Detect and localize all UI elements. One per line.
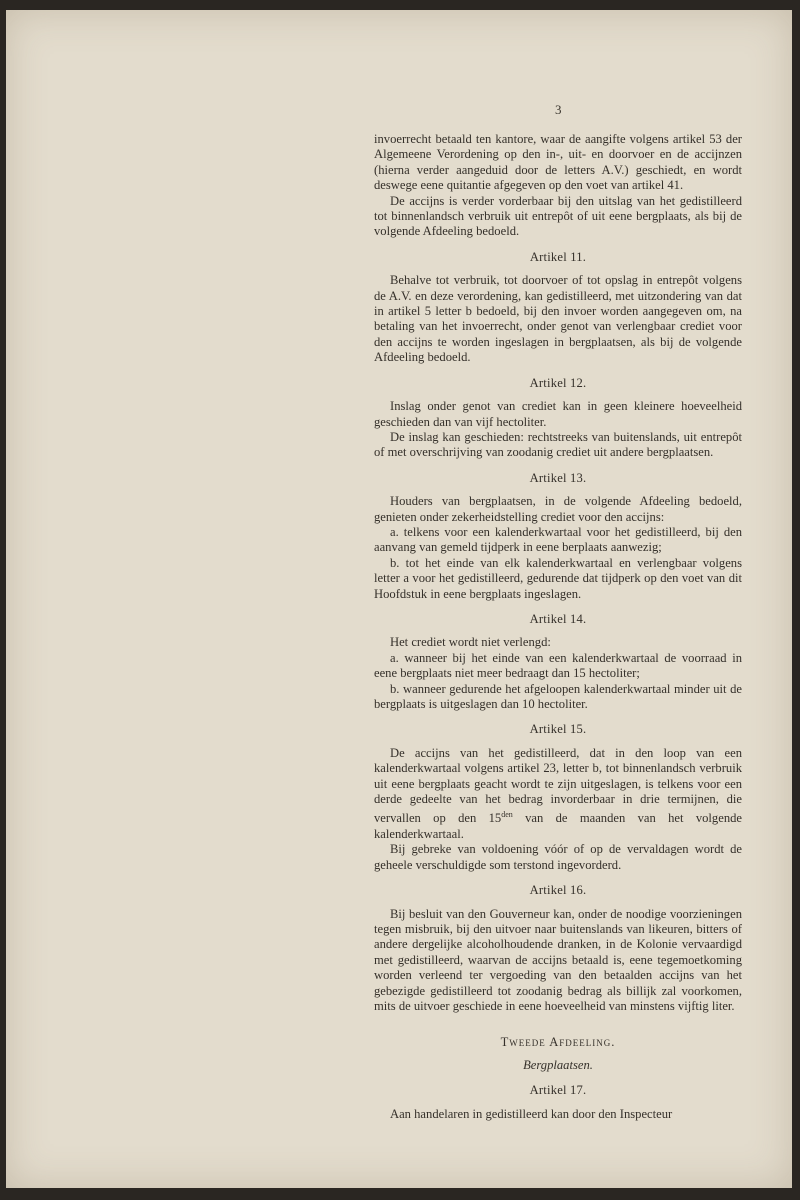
article-15-heading: Artikel 15.: [529, 722, 587, 737]
article-13-item-b: b. tot het einde van elk kalenderkwartaal en verlengbaar volgens letter a voor het gedistilleerd, gedurende dat tijdperk op den voet van dit Hoofdstuk in eene bergplaats ingeslagen.: [374, 555, 742, 601]
article-15-paragraph-2: Bij gebreke van voldoening vóór of op de vervaldagen wordt de geheele verschuldigde som terstond ingevorderd.: [374, 842, 742, 872]
article-15-superscript: den: [501, 810, 513, 820]
intro-paragraph-2: De accijns is verder vorderbaar bij den uitslag van het gedistilleerd tot binnenlandsch verbruik uit entrepôt of uit eene bergplaats, als bij de volgende Afdeeling bedoeld.: [374, 193, 742, 239]
article-15-paragraph-1: [374, 746, 742, 843]
article-12-paragraph-2: De inslag kan geschieden: rechtstreeks van buitenslands, uit entrepôt of met overschrijving van zoodanig crediet uit andere bergplaatsen.: [374, 429, 742, 460]
section-subtitle: Bergplaatsen.: [523, 1057, 593, 1072]
article-13-heading: Artikel 13.: [529, 470, 587, 485]
article-16-paragraph-1: Bij besluit van den Gouverneur kan, onder de noodige voorzieningen tegen misbruik, bij den uitvoer naar buitenslands van likeuren, bitters of andere dergelijke alcoholhoudende dranken, in de Kolonie vervaardigd met gedistilleerd, waarvan de accijns betaald is, eene tegemoetkoming worden verleend ter vergoeding van den betaalden accijns van het gebezigde gedistilleerd tot zoodanig bedrag als billijk zal voorkomen, mits de uitvoer geschiede in eene hoeveelheid van minstens vijftig liter.: [374, 906, 742, 1014]
article-13-paragraph-1: Houders van bergplaatsen, in de volgende Afdeeling bedoeld, genieten onder zekerheidstelling crediet voor den accijns:: [374, 494, 742, 524]
page-number: 3: [555, 102, 562, 117]
article-14-item-a: a. wanneer bij het einde van een kalenderkwartaal de voorraad in eene bergplaats niet meer bedraagt dan 15 hectoliter;: [374, 650, 742, 681]
article-12-paragraph-1: Inslag onder genot van crediet kan in geen kleinere hoeveelheid geschieden dan van vijf hectoliter.: [374, 399, 742, 429]
article-12-heading: Artikel 12.: [529, 375, 587, 390]
article-14-item-b: b. wanneer gedurende het afgeloopen kalenderkwartaal minder uit de bergplaats is uitgeslagen dan 10 hectoliter.: [374, 681, 742, 711]
body-text: [374, 132, 742, 1122]
article-16-heading: Artikel 16.: [529, 883, 587, 898]
article-14-heading: Artikel 14.: [529, 611, 587, 626]
article-11-paragraph-1: Behalve tot verbruik, tot doorvoer of tot opslag in entrepôt volgens de A.V. en deze verordening, kan gedistilleerd, met uitzondering van dat in artikel 5 letter b bedoeld, bij den invoer worden aangegeven om, na betaling van het invoerrecht, onder genot van verlengbaar crediet voor den accijns te worden ingeslagen in bergplaatsen, als bij de volgende Afdeeling bedoeld.: [374, 273, 742, 365]
article-11-heading: Artikel 11.: [529, 249, 587, 264]
article-17-heading: Artikel 17.: [529, 1083, 587, 1098]
article-13-item-a: a. telkens voor een kalenderkwartaal voor het gedistilleerd, bij den aanvang van gemeld tijdperk in eene berplaats aanwezig;: [374, 524, 742, 555]
article-15-paragraph-1-start: De accijns van het gedistilleerd, dat in den loop van een kalenderkwartaal volgens artikel 23, letter b, tot binnenlandsch verbruik uit eene bergplaats geacht wordt te zijn uitgeslagen, is telkens voor een derde gedeelte van het bedrag invorderbaar in drie termijnen, die vervallen op den 15: [374, 745, 742, 826]
document-page: [6, 10, 792, 1188]
intro-paragraph-1: invoerrecht betaald ten kantore, waar de aangifte volgens artikel 53 der Algemeene Verordening op den in-, uit- en doorvoer en de accijnzen (hierna verder aangeduid door de letters A.V.) geschiedt, en wordt deswege eene quitantie afgegeven op den voet van artikel 41.: [374, 132, 742, 193]
section-title: Tweede Afdeeling.: [500, 1034, 616, 1049]
article-15-paragraph-1-end: van de maanden van het volgende kalenderkwartaal.: [374, 811, 743, 842]
article-17-paragraph-1: Aan handelaren in gedistilleerd kan door den Inspecteur: [390, 1106, 673, 1121]
article-14-paragraph-1: Het crediet wordt niet verlengd:: [390, 635, 551, 650]
